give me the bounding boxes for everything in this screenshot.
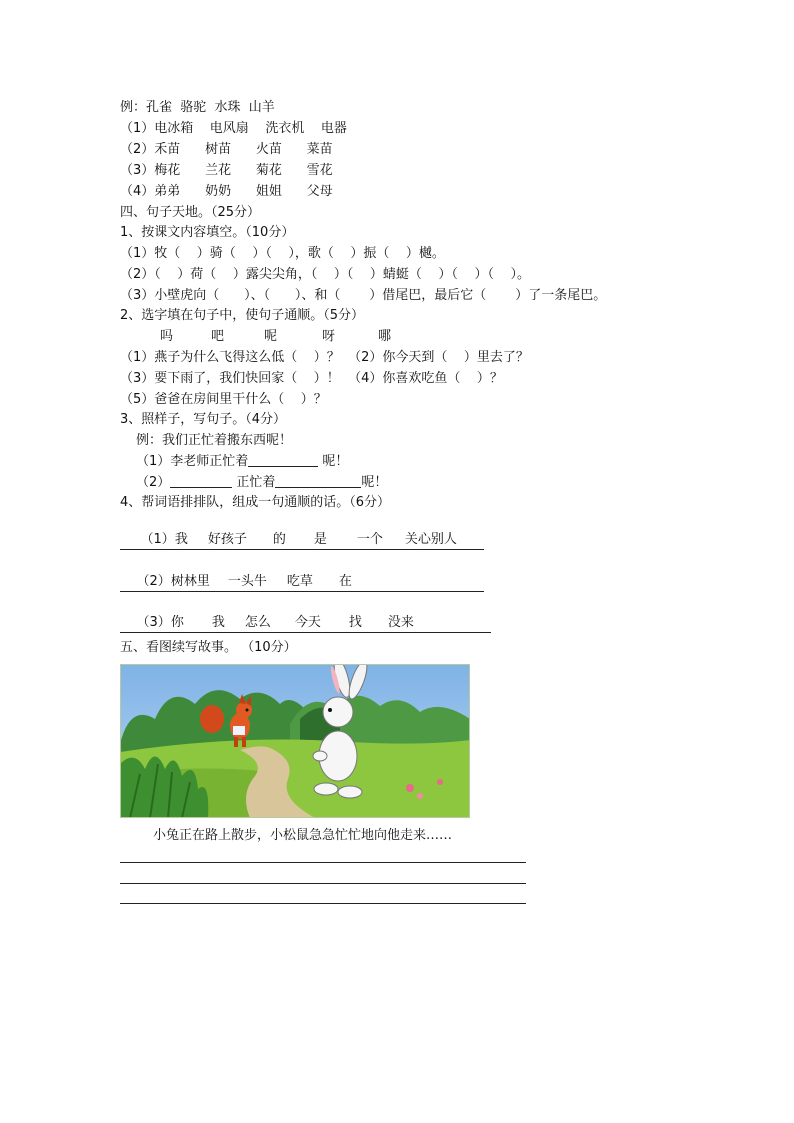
q2-choice-1: 吗: [160, 329, 174, 344]
word-card: 吃草: [286, 574, 313, 589]
word-card: 一头牛: [227, 574, 267, 589]
q2-choice-2: 吧: [211, 329, 225, 344]
word-card: 我: [211, 615, 225, 630]
q3-blank-1[interactable]: [248, 454, 318, 467]
section-4-title: 四、句子天地。（25分）: [120, 205, 261, 220]
answer-line-q4-1[interactable]: [120, 549, 484, 550]
q1-line-3[interactable]: （3）小壁虎向（ ）、（ ）、和（ ）借尾巴，最后它（ ）了一条尾巴。: [120, 288, 607, 303]
word-card: 今天: [294, 615, 321, 630]
q3-blank-2[interactable]: [170, 475, 232, 488]
q2-line-2[interactable]: （3）要下雨了，我们快回家（ ）！ （4）你喜欢吃鱼（ ）？: [120, 371, 503, 386]
q1-title: 1、按课文内容填空。（10分）: [120, 225, 295, 240]
word-card: 你: [170, 615, 184, 630]
q1-line-1[interactable]: （1）牧（ ）骑（ ）（ ），歌（ ）振（ ）樾。: [120, 246, 445, 261]
section-5-title: 五、看图续写故事。 （10分）: [120, 640, 297, 655]
word-card: 的: [272, 532, 286, 547]
word-card: 关心别人: [404, 532, 457, 547]
word-card: 没来: [387, 615, 414, 630]
q2-line-3[interactable]: （5）爸爸在房间里干什么（ ）？: [120, 392, 327, 407]
classify-row-1: （1）电冰箱 电风扇 洗衣机 电器: [120, 121, 347, 136]
word-card: 我: [174, 532, 188, 547]
story-answer-line-2[interactable]: [120, 883, 526, 884]
q4-title: 4、帮词语排排队，组成一句通顺的话。（6分）: [120, 495, 391, 510]
q4-group-1: （1）我 好孩子 的 是 一个 关心别人: [140, 532, 457, 547]
classify-row-2: （2）禾苗 树苗 火苗 菜苗: [120, 142, 333, 157]
answer-line-q4-3[interactable]: [120, 632, 491, 633]
q2-line-1[interactable]: （1）燕子为什么飞得这么低（ ）？ （2）你今天到（ ）里去了？: [120, 350, 529, 365]
q4-group-2: （2）树林里 一头牛 吃草 在: [136, 574, 352, 589]
q3-title: 3、照样子，写句子。（4分）: [120, 412, 287, 427]
word-card: 一个: [356, 532, 383, 547]
classify-row-3: （3）梅花 兰花 菊花 雪花: [120, 163, 333, 178]
answer-line-q4-2[interactable]: [120, 591, 484, 592]
q3-line-2: （2） 正忙着 呢！: [136, 475, 388, 490]
word-card: 好孩子: [207, 532, 247, 547]
example-line: 例：孔雀 骆驼 水珠 山羊: [120, 100, 275, 115]
q2-title: 2、选字填在句子中，使句子通顺。（5分）: [120, 308, 365, 323]
q2-choice-3: 呢: [264, 329, 278, 344]
word-card: 找: [348, 615, 362, 630]
classify-row-4: （4）弟弟 奶奶 姐姐 父母: [120, 184, 333, 199]
q1-line-2[interactable]: （2）（ ）荷（ ）露尖尖角，（ ）（ ）蜻蜓（ ）（ ）（ ）。: [120, 267, 530, 282]
story-start-text: 小兔正在路上散步，小松鼠急急忙忙地向他走来……: [153, 828, 453, 843]
word-card: 是: [313, 532, 327, 547]
q2-choice-5: 哪: [378, 329, 392, 344]
word-card: 树林里: [170, 574, 210, 589]
q3-blank-3[interactable]: [275, 475, 361, 488]
q3-example: 例：我们正忙着搬东西呢！: [136, 433, 293, 448]
story-answer-line-1[interactable]: [120, 862, 526, 863]
q2-choice-4: 呀: [322, 329, 336, 344]
story-picture: [120, 664, 470, 818]
word-card: 怎么: [244, 615, 271, 630]
q3-line-1: （1）李老师正忙着 呢！: [136, 454, 349, 469]
story-answer-line-3[interactable]: [120, 903, 526, 904]
word-card: 在: [338, 574, 352, 589]
q4-group-3: （3）你 我 怎么 今天 找 没来: [136, 615, 414, 630]
